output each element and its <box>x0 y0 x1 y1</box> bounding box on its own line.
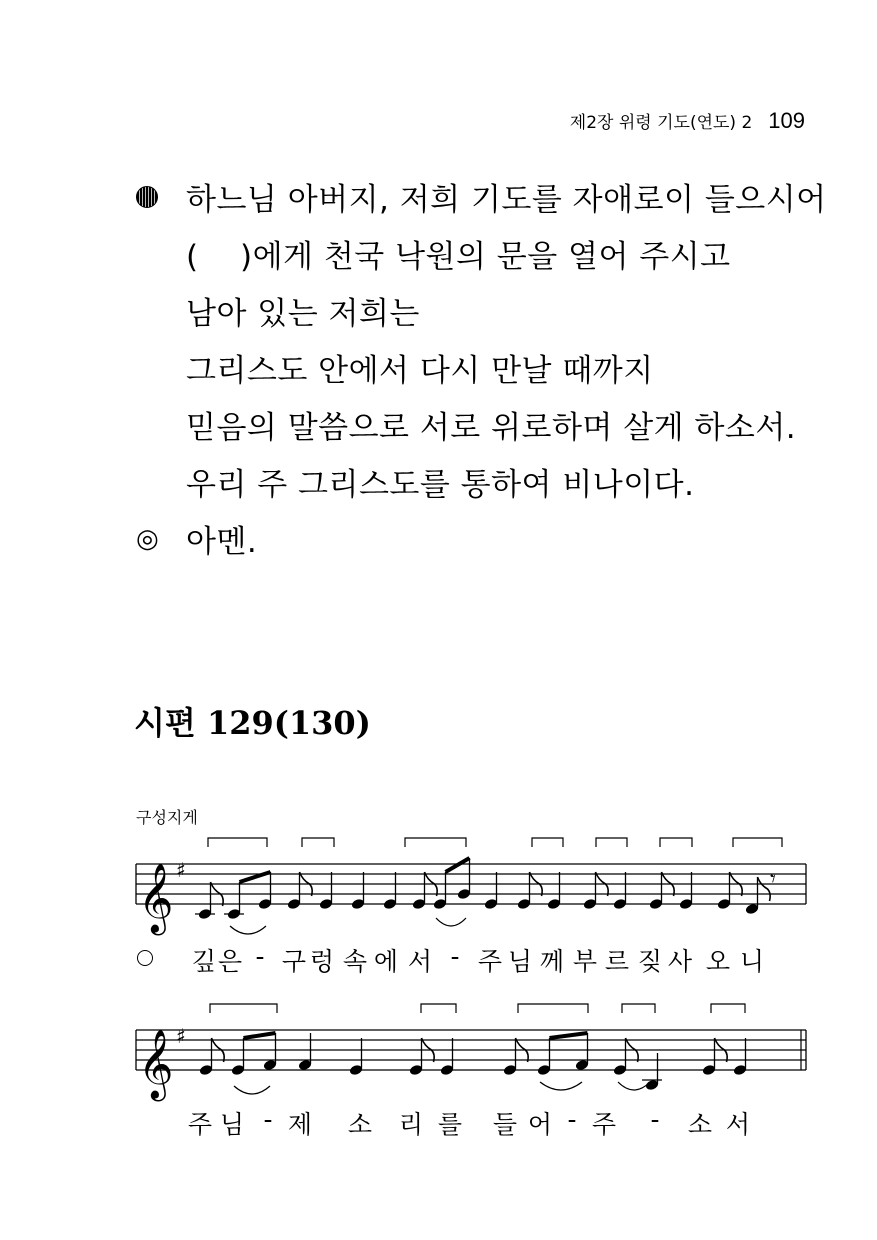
lyrics-staff-2 <box>0 1105 877 1145</box>
grouping-bracket <box>596 838 627 847</box>
chapter-title: 제2장 위령 기도(연도) 2 <box>569 113 753 133</box>
grouping-bracket <box>208 838 267 847</box>
lyric-syllable: 구 <box>281 947 307 976</box>
sharp-icon: ♯ <box>176 858 186 882</box>
prayer-line-text: 우리 주 그리스도를 통하여 비나이다. <box>186 467 695 503</box>
treble-clef-icon: 𝄞 <box>138 863 174 933</box>
lyric-syllable: 주 <box>187 1110 213 1139</box>
double-circle-icon: ◎ <box>136 523 160 554</box>
lyric-syllable: - <box>567 1105 577 1134</box>
prayer-line-text: 하느님 아버지, 저희 기도를 자애로이 들으시어 <box>186 182 827 218</box>
grouping-bracket <box>302 838 334 847</box>
grouping-bracket <box>210 1004 277 1013</box>
amen-text: 아멘. <box>186 524 258 560</box>
lyric-syllable: 속 <box>342 947 368 976</box>
lyric-syllable: 들 <box>492 1110 518 1139</box>
prayer-line-text: 믿음의 말씀으로 서로 위로하며 살게 하소서. <box>186 410 797 446</box>
note-beam <box>446 858 470 872</box>
grouping-bracket <box>518 1004 588 1013</box>
lyric-syllable: 어 <box>527 1110 553 1139</box>
lyric-syllable: 니 <box>739 947 765 976</box>
grouping-bracket <box>622 1004 655 1013</box>
lyric-syllable: 제 <box>287 1110 313 1139</box>
slur <box>230 926 266 934</box>
lyric-syllable: 님 <box>219 1110 245 1139</box>
lyric-syllable: 렁 <box>309 947 335 976</box>
slur <box>234 1086 270 1094</box>
lyric-syllable: 르 <box>604 947 630 976</box>
treble-clef-icon: 𝄞 <box>138 1029 174 1099</box>
prayer-line-text: 그리스도 안에서 다시 만날 때까지 <box>186 353 654 389</box>
page-number: 109 <box>768 108 805 133</box>
slur <box>618 1082 650 1090</box>
grouping-bracket <box>405 838 466 847</box>
lyric-syllable: 서 <box>407 947 433 976</box>
circle-icon <box>137 950 153 966</box>
lyric-syllable: 주 <box>477 947 503 976</box>
lyric-syllable: - <box>650 1105 660 1134</box>
slur <box>436 918 466 926</box>
note-flag <box>758 877 771 901</box>
prayer-line-text: ( )에게 천국 낙원의 문을 열어 주시고 <box>186 239 731 275</box>
lyric-syllable: - <box>255 942 265 971</box>
grouping-bracket <box>711 1004 745 1013</box>
lyric-syllable: 소 <box>687 1110 713 1139</box>
note-beam <box>244 1033 276 1038</box>
lyric-syllable: - <box>450 942 460 971</box>
lyric-syllable: 서 <box>725 1110 751 1139</box>
note-beam <box>550 1033 588 1038</box>
lyric-syllable: 소 <box>347 1110 373 1139</box>
lyric-syllable: 깊 <box>191 947 217 976</box>
tempo-marking: 구성지게 <box>136 808 198 827</box>
eighth-rest-icon: 𝄾 <box>770 867 776 892</box>
lyric-syllable: 님 <box>507 947 533 976</box>
sharp-icon: ♯ <box>176 1024 186 1048</box>
psalm-title: 시편 129(130) <box>134 704 371 742</box>
lyric-syllable: 짖 <box>637 947 663 976</box>
lyric-syllable: 를 <box>437 1110 463 1139</box>
prayer-line-text: 남아 있는 저희는 <box>186 296 420 332</box>
lyric-syllable: 에 <box>373 947 399 976</box>
lyric-syllable: 사 <box>667 947 693 976</box>
lyric-syllable: - <box>263 1105 273 1134</box>
lyric-syllable: 은 <box>217 947 243 976</box>
grouping-bracket <box>660 838 692 847</box>
lyric-syllable: 주 <box>591 1110 617 1139</box>
lyric-syllable: 부 <box>572 947 598 976</box>
grouping-bracket <box>532 838 563 847</box>
grouping-bracket <box>733 838 782 847</box>
lyrics-staff-1 <box>0 942 877 982</box>
lyric-syllable: 께 <box>539 947 565 976</box>
slur <box>540 1082 582 1090</box>
grouping-bracket <box>421 1004 456 1013</box>
lyric-syllable: 리 <box>398 1110 424 1139</box>
lyric-syllable: 오 <box>705 947 731 976</box>
